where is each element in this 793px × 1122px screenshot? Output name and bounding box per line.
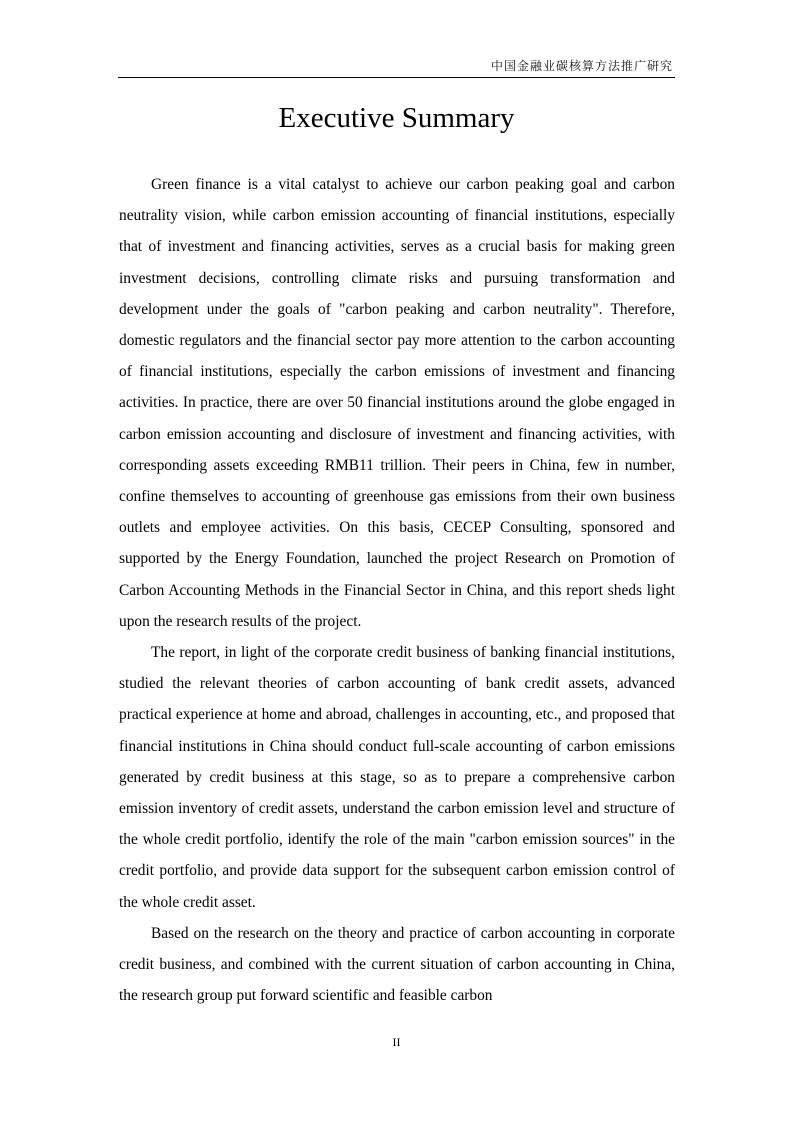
- paragraph-1: Green finance is a vital catalyst to achieve our carbon peaking goal and carbon neutrality vision, while carbon emission accounting of financial institutions, especially that of investment and financing activities, serves as a crucial basis for making green investment decisions, controlling climate risks and pursuing transformation and development under the goals of "carbon peaking and carbon neutrality". Therefore, domestic regulators and the financial sector pay more attention to the carbon accounting of financial institutions, especially the carbon emissions of investment and financing activities. In practice, there are over 50 financial institutions around the globe engaged in carbon emission accounting and disclosure of investment and financing activities, with corresponding assets exceeding RMB11 trillion. Their peers in China, few in number, confine themselves to accounting of greenhouse gas emissions from their own business outlets and employee activities. On this basis, CECEP Consulting, sponsored and supported by the Energy Foundation, launched the project Research on Promotion of Carbon Accounting Methods in the Financial Sector in China, and this report sheds light upon the research results of the project.: [119, 176, 675, 630]
- paragraph-2: The report, in light of the corporate credit business of banking financial institutions, studied the relevant theories of carbon accounting of bank credit assets, advanced practical experience at home and abroad, challenges in accounting, etc., and proposed that financial institutions in China should conduct full-scale accounting of carbon emissions generated by credit business at this stage, so as to prepare a comprehensive carbon emission inventory of credit assets, understand the carbon emission level and structure of the whole credit portfolio, identify the role of the main "carbon emission sources" in the credit portfolio, and provide data support for the subsequent carbon emission control of the whole credit asset.: [119, 644, 675, 911]
- page-number: II: [392, 1035, 401, 1049]
- header-divider: [118, 77, 675, 78]
- paragraph-3: Based on the research on the theory and practice of carbon accounting in corporate credit business, and combined with the current situation of carbon accounting in China, the research group put forward scientific and feasible carbon: [119, 924, 675, 1005]
- page-title: Executive Summary: [278, 102, 515, 134]
- body-text: [119, 169, 675, 1011]
- running-header: 中国金融业碳核算方法推广研究: [490, 59, 673, 73]
